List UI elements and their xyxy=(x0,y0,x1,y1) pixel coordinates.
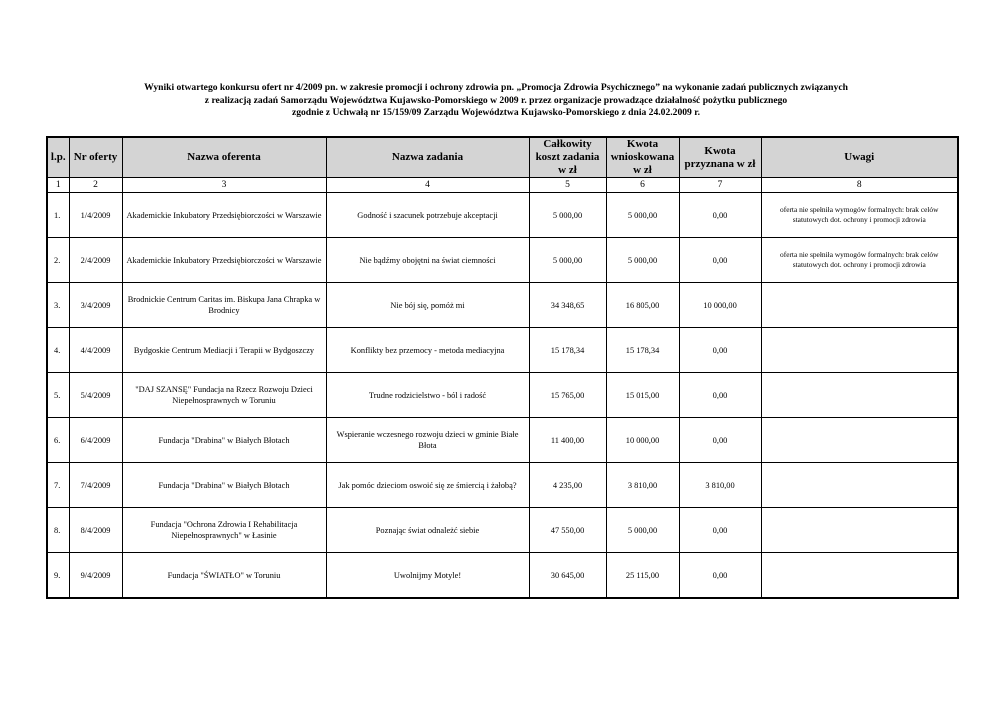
cell-zadanie: Nie bądźmy obojętni na świat ciemności xyxy=(326,238,529,283)
cell-oferent: Bydgoskie Centrum Mediacji i Terapii w Bydgoszczy xyxy=(122,328,326,373)
table-row xyxy=(47,283,958,328)
column-number: 3 xyxy=(122,178,326,193)
cell-oferent: Akademickie Inkubatory Przedsiębiorczości w Warszawie xyxy=(122,193,326,238)
cell-przyznana: 0,00 xyxy=(679,238,761,283)
cell-uwagi xyxy=(761,373,958,418)
cell-wnioskowana: 3 810,00 xyxy=(606,463,679,508)
document-title xyxy=(40,82,952,120)
cell-oferent: Fundacja "ŚWIATŁO" w Toruniu xyxy=(122,553,326,599)
cell-wnioskowana: 5 000,00 xyxy=(606,238,679,283)
cell-lp: 1. xyxy=(47,193,69,238)
title-line-1: Wyniki otwartego konkursu ofert nr 4/2009 pn. w zakresie promocji i ochrony zdrowia pn. „Promocja Zdrowia Psychicznego” na wykonanie zadań publicznych związanych xyxy=(144,82,848,93)
cell-nr-oferty: 8/4/2009 xyxy=(69,508,122,553)
column-number: 7 xyxy=(679,178,761,193)
table-row xyxy=(47,508,958,553)
cell-wnioskowana: 16 805,00 xyxy=(606,283,679,328)
table-row xyxy=(47,238,958,283)
cell-wnioskowana: 10 000,00 xyxy=(606,418,679,463)
cell-zadanie: Nie bój się, pomóż mi xyxy=(326,283,529,328)
header-nazwa-zadania: Nazwa zadania xyxy=(326,137,529,178)
cell-zadanie: Uwolnijmy Motyle! xyxy=(326,553,529,599)
table-row xyxy=(47,193,958,238)
cell-uwagi xyxy=(761,328,958,373)
cell-wnioskowana: 15 015,00 xyxy=(606,373,679,418)
header-nazwa-oferenta: Nazwa oferenta xyxy=(122,137,326,178)
cell-koszt: 34 348,65 xyxy=(529,283,606,328)
cell-wnioskowana: 15 178,34 xyxy=(606,328,679,373)
cell-uwagi: oferta nie spełniła wymogów formalnych: brak celów statutowych dot. ochrony i promocji zdrowia xyxy=(761,238,958,283)
cell-nr-oferty: 9/4/2009 xyxy=(69,553,122,599)
cell-koszt: 5 000,00 xyxy=(529,238,606,283)
cell-lp: 9. xyxy=(47,553,69,599)
cell-zadanie: Jak pomóc dzieciom oswoić się ze śmiercią i żałobą? xyxy=(326,463,529,508)
cell-nr-oferty: 7/4/2009 xyxy=(69,463,122,508)
table-row xyxy=(47,328,958,373)
cell-uwagi xyxy=(761,283,958,328)
cell-nr-oferty: 5/4/2009 xyxy=(69,373,122,418)
cell-lp: 5. xyxy=(47,373,69,418)
cell-wnioskowana: 25 115,00 xyxy=(606,553,679,599)
cell-uwagi xyxy=(761,418,958,463)
title-line-2: z realizacją zadań Samorządu Województwa Kujawsko-Pomorskiego w 2009 r. przez organizacje prowadzące działalność pożytku publicznego xyxy=(204,94,788,106)
column-number: 8 xyxy=(761,178,958,193)
header-uwagi: Uwagi xyxy=(761,137,958,178)
header-koszt: Całkowity koszt zadania w zł xyxy=(529,137,606,178)
cell-koszt: 47 550,00 xyxy=(529,508,606,553)
cell-nr-oferty: 3/4/2009 xyxy=(69,283,122,328)
cell-nr-oferty: 6/4/2009 xyxy=(69,418,122,463)
title-line-3: zgodnie z Uchwałą nr 15/159/09 Zarządu Województwa Kujawsko-Pomorskiego z dnia 24.02.2009 r. xyxy=(291,107,701,119)
header-przyznana: Kwota przyznana w zł xyxy=(679,137,761,178)
header-wnioskowana: Kwota wnioskowana w zł xyxy=(606,137,679,178)
table-row xyxy=(47,553,958,599)
results-table xyxy=(46,136,959,599)
cell-lp: 7. xyxy=(47,463,69,508)
header-lp: l.p. xyxy=(47,137,69,178)
cell-lp: 8. xyxy=(47,508,69,553)
cell-lp: 6. xyxy=(47,418,69,463)
column-number: 2 xyxy=(69,178,122,193)
cell-koszt: 30 645,00 xyxy=(529,553,606,599)
table-row xyxy=(47,463,958,508)
cell-oferent: Fundacja "Ochrona Zdrowia I Rehabilitacja Niepełnosprawnych" w Łasinie xyxy=(122,508,326,553)
cell-przyznana: 0,00 xyxy=(679,553,761,599)
cell-nr-oferty: 1/4/2009 xyxy=(69,193,122,238)
cell-koszt: 4 235,00 xyxy=(529,463,606,508)
cell-uwagi xyxy=(761,553,958,599)
cell-oferent: Brodnickie Centrum Caritas im. Biskupa Jana Chrapka w Brodnicy xyxy=(122,283,326,328)
cell-koszt: 15 765,00 xyxy=(529,373,606,418)
cell-zadanie: Poznając świat odnależć siebie xyxy=(326,508,529,553)
cell-nr-oferty: 2/4/2009 xyxy=(69,238,122,283)
column-number: 6 xyxy=(606,178,679,193)
cell-uwagi xyxy=(761,508,958,553)
cell-zadanie: Wspieranie wczesnego rozwoju dzieci w gminie Białe Błota xyxy=(326,418,529,463)
cell-zadanie: Godność i szacunek potrzebuje akceptacji xyxy=(326,193,529,238)
cell-przyznana: 3 810,00 xyxy=(679,463,761,508)
cell-koszt: 15 178,34 xyxy=(529,328,606,373)
cell-koszt: 5 000,00 xyxy=(529,193,606,238)
cell-nr-oferty: 4/4/2009 xyxy=(69,328,122,373)
cell-zadanie: Konflikty bez przemocy - metoda mediacyjna xyxy=(326,328,529,373)
cell-przyznana: 0,00 xyxy=(679,508,761,553)
column-number: 4 xyxy=(326,178,529,193)
table-row xyxy=(47,418,958,463)
cell-lp: 3. xyxy=(47,283,69,328)
header-nr-oferty: Nr oferty xyxy=(69,137,122,178)
cell-przyznana: 0,00 xyxy=(679,328,761,373)
cell-oferent: Fundacja "Drabina" w Białych Błotach xyxy=(122,463,326,508)
table-row xyxy=(47,373,958,418)
cell-wnioskowana: 5 000,00 xyxy=(606,508,679,553)
cell-oferent: Fundacja "Drabina" w Białych Błotach xyxy=(122,418,326,463)
column-number: 5 xyxy=(529,178,606,193)
cell-lp: 2. xyxy=(47,238,69,283)
cell-lp: 4. xyxy=(47,328,69,373)
header-row xyxy=(47,137,958,178)
column-number: 1 xyxy=(47,178,69,193)
cell-wnioskowana: 5 000,00 xyxy=(606,193,679,238)
cell-przyznana: 0,00 xyxy=(679,193,761,238)
cell-koszt: 11 400,00 xyxy=(529,418,606,463)
cell-oferent: "DAJ SZANSĘ" Fundacja na Rzecz Rozwoju Dzieci Niepełnosprawnych w Toruniu xyxy=(122,373,326,418)
cell-uwagi: oferta nie spełniła wymogów formalnych: brak celów statutowych dot. ochrony i promocji zdrowia xyxy=(761,193,958,238)
cell-oferent: Akademickie Inkubatory Przedsiębiorczości w Warszawie xyxy=(122,238,326,283)
cell-zadanie: Trudne rodzicielstwo - ból i radość xyxy=(326,373,529,418)
column-number-row xyxy=(47,178,958,193)
cell-przyznana: 10 000,00 xyxy=(679,283,761,328)
cell-przyznana: 0,00 xyxy=(679,418,761,463)
cell-przyznana: 0,00 xyxy=(679,373,761,418)
cell-uwagi xyxy=(761,463,958,508)
